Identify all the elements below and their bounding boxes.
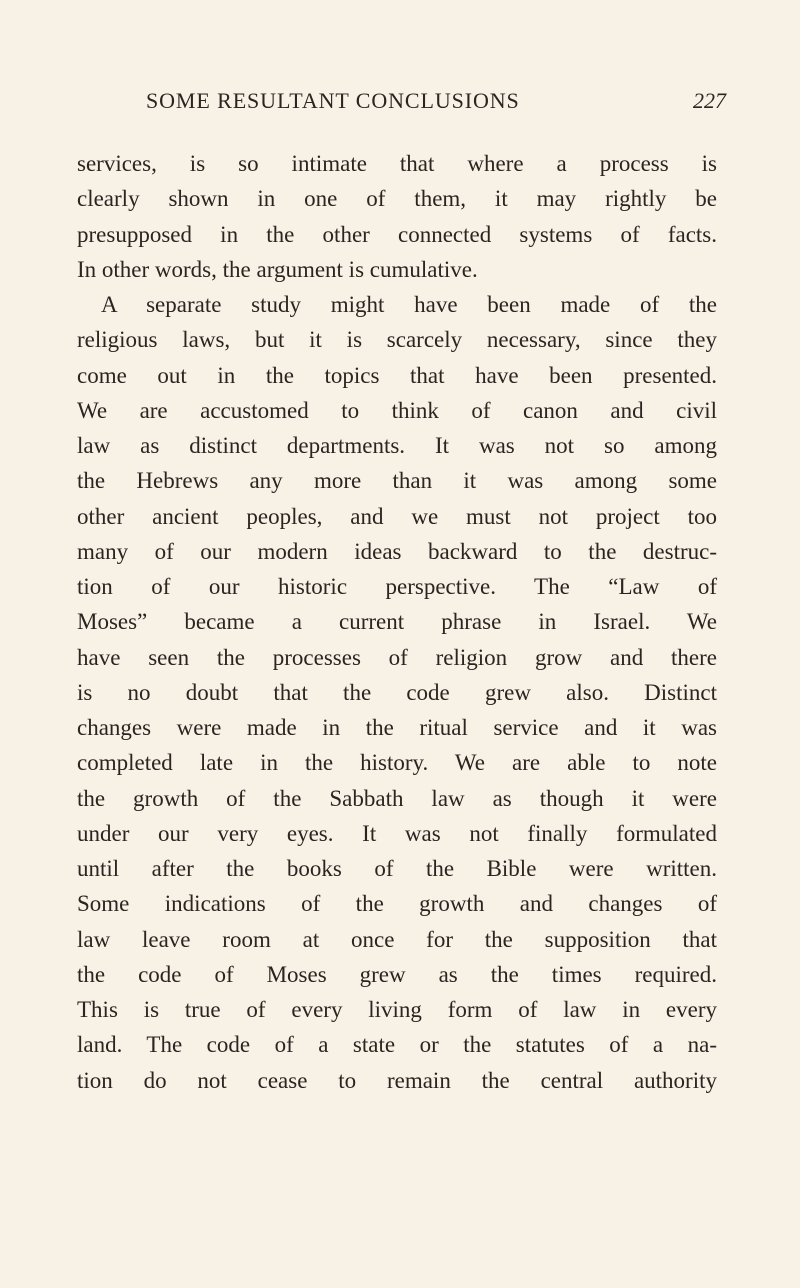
text-line-25: This is true of every living form of law in every: [77, 997, 717, 1022]
page-number: 227: [693, 88, 726, 113]
text-line-15: have seen the processes of religion grow and there: [77, 644, 717, 670]
running-title: SOME RESULTANT CONCLUSIONS: [146, 88, 520, 113]
text-line-12: many of our modern ideas backward to the destruc-: [77, 538, 717, 564]
text-line-1: services, is so intimate that where a process is: [77, 151, 717, 176]
text-line-24: the code of Moses grew as the times required.: [77, 961, 717, 987]
text-line-17: changes were made in the ritual service and it was: [77, 715, 717, 740]
text-line-13: tion of our historic perspective. The “Law of: [77, 574, 717, 599]
text-line-5: A separate study might have been made of the: [101, 292, 717, 317]
text-line-4: In other words, the argument is cumulative.: [77, 256, 478, 282]
text-line-9: law as distinct departments. It was not so among: [77, 433, 717, 458]
body-text: [77, 146, 717, 1098]
text-line-19: the growth of the Sabbath law as though it were: [77, 785, 717, 811]
text-line-8: We are accustomed to think of canon and civil: [77, 397, 717, 423]
text-line-18: completed late in the history. We are able to note: [77, 750, 717, 776]
text-line-26: land. The code of a state or the statutes of a na-: [77, 1032, 717, 1058]
text-line-22: Some indications of the growth and changes of: [77, 891, 717, 917]
text-line-6: religious laws, but it is scarcely necessary, since they: [77, 327, 717, 353]
text-line-21: until after the books of the Bible were written.: [77, 856, 717, 881]
text-line-11: other ancient peoples, and we must not project too: [77, 503, 717, 529]
text-line-23: law leave room at once for the supposition that: [77, 926, 717, 952]
text-line-10: the Hebrews any more than it was among some: [77, 468, 717, 494]
text-line-2: clearly shown in one of them, it may rightly be: [77, 186, 717, 212]
text-line-27: tion do not cease to remain the central authority: [77, 1067, 717, 1093]
text-line-14: Moses” became a current phrase in Israel. We: [77, 609, 717, 635]
text-line-20: under our very eyes. It was not finally formulated: [77, 820, 717, 846]
running-head: [146, 88, 726, 118]
text-line-7: come out in the topics that have been presented.: [77, 362, 717, 388]
text-line-16: is no doubt that the code grew also. Distinct: [77, 679, 717, 705]
text-line-3: presupposed in the other connected systems of facts.: [77, 221, 717, 247]
